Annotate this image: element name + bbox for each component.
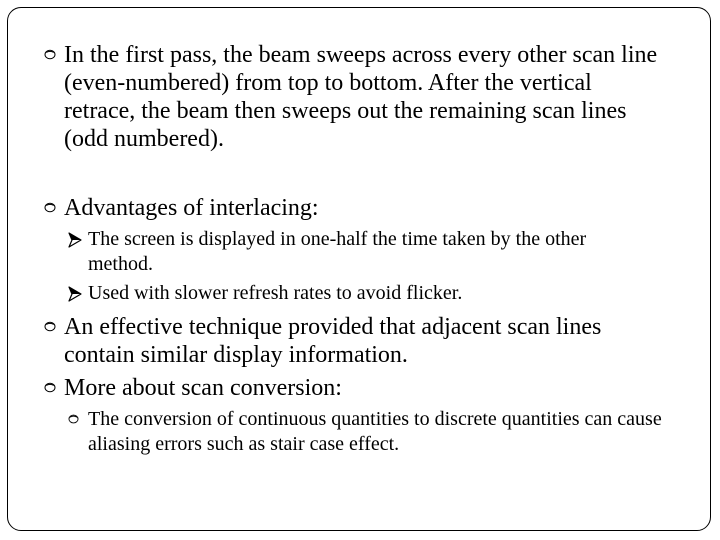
sub-bullet-item-refresh [68, 281, 648, 306]
open-circle-bullet-icon [44, 321, 56, 332]
sub-bullet-item-half-time [68, 227, 648, 277]
bullet-text: An effective technique provided that adjacent scan lines contain similar display information. [64, 314, 602, 368]
bullet-item-scan-conversion [44, 374, 664, 402]
arrow-bullet-icon [68, 286, 82, 302]
bullet-text: More about scan conversion: [64, 375, 342, 401]
open-circle-bullet-icon [44, 202, 56, 213]
bullet-item-first-pass [44, 41, 664, 153]
bullet-item-advantages [44, 194, 664, 222]
arrow-bullet-icon [68, 232, 82, 248]
sub-bullet-text: The screen is displayed in one-half the time taken by the other method. [88, 228, 587, 275]
sub-bullet-text: The conversion of continuous quantities to discrete quantities can cause aliasing errors such as stair case effect. [88, 408, 662, 455]
bullet-item-effective-technique [44, 313, 664, 369]
open-circle-bullet-icon [68, 414, 79, 424]
open-circle-bullet-icon [44, 382, 56, 393]
bullet-text: Advantages of interlacing: [64, 195, 319, 221]
sub-bullet-item-aliasing [68, 407, 668, 457]
open-circle-bullet-icon [44, 49, 56, 60]
bullet-text: In the first pass, the beam sweeps across every other scan line (even-numbered) from top to bottom. After the vertical retrace, the beam then sweeps out the remaining scan lines (odd numbered). [64, 42, 658, 152]
sub-bullet-text: Used with slower refresh rates to avoid flicker. [88, 282, 463, 304]
